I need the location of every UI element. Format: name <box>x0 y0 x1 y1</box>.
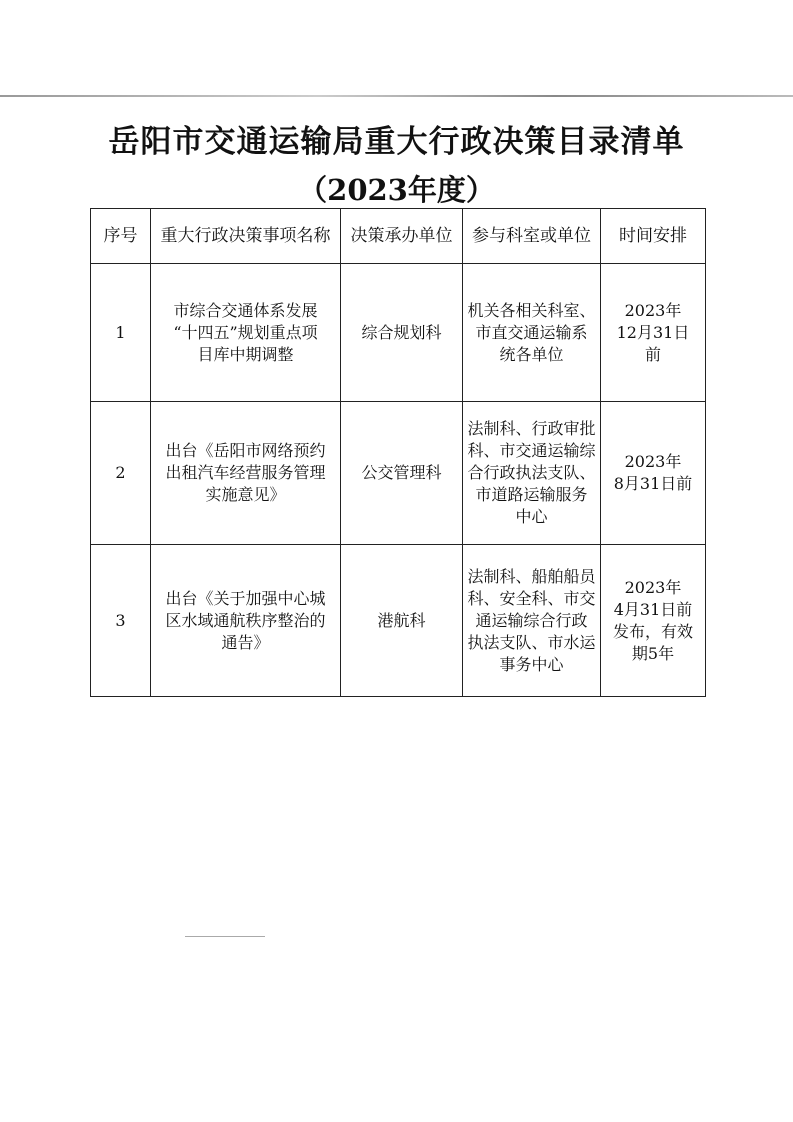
cell-line: 2023年 <box>624 300 682 320</box>
cell-line: 市道路运输服务 <box>475 485 588 504</box>
cell-line: 8月31日前 <box>613 474 693 493</box>
cell-line: 出台《关于加强中心城 <box>165 588 326 608</box>
cell-name <box>151 545 341 697</box>
cell-line: 事务中心 <box>499 654 564 674</box>
cell-line: 综合规划科 <box>361 322 442 342</box>
cell-schedule <box>601 402 706 545</box>
document-subtitle: （2023年度） <box>298 173 495 207</box>
cell-participants <box>463 402 601 545</box>
header-schedule: 时间安排 <box>601 209 706 264</box>
cell-line: 目库中期调整 <box>197 344 294 364</box>
cell-unit <box>341 402 463 545</box>
cell-line: 法制科、船舶船员 <box>467 566 596 586</box>
table-row <box>91 264 706 402</box>
cell-line: 中心 <box>515 507 548 526</box>
cell-line: 期5年 <box>631 643 675 663</box>
document-title: 岳阳市交通运输局重大行政决策目录清单 <box>108 124 685 160</box>
cell-line: 港航科 <box>377 610 426 630</box>
cell-line: 市综合交通体系发展 <box>173 300 318 320</box>
cell-line: 科、安全科、市交 <box>467 588 596 608</box>
header-no: 序号 <box>91 209 151 264</box>
cell-line: 12月31日 <box>616 322 690 342</box>
cell-participants <box>463 545 601 697</box>
cell-unit <box>341 264 463 402</box>
cell-line: 执法支队、市水运 <box>467 632 596 652</box>
cell-line: 区水域通航秩序整治的 <box>165 610 326 630</box>
cell-schedule <box>601 264 706 402</box>
cell-line: 机关各相关科室、 <box>467 300 596 320</box>
cell-line: 2023年 <box>624 452 682 471</box>
decision-table <box>90 208 706 697</box>
header-unit: 决策承办单位 <box>341 209 463 264</box>
table-row <box>91 545 706 697</box>
cell-line: 通运输综合行政 <box>475 610 588 630</box>
cell-no: 1 <box>91 264 151 402</box>
cell-line: 合行政执法支队、 <box>467 463 596 482</box>
cell-line: 出台《岳阳市网络预约 <box>165 441 326 460</box>
cell-line: 2023年 <box>624 577 682 597</box>
cell-line: 公交管理科 <box>361 463 442 482</box>
header-name: 重大行政决策事项名称 <box>151 209 341 264</box>
cell-line: 前 <box>644 344 661 364</box>
cell-line: 4月31日前 <box>613 599 693 619</box>
cell-name <box>151 402 341 545</box>
scan-mark <box>185 936 265 937</box>
header-participants: 参与科室或单位 <box>463 209 601 264</box>
cell-schedule <box>601 545 706 697</box>
cell-line: 市直交通运输系 <box>475 322 588 342</box>
cell-line: 通告》 <box>221 632 270 652</box>
cell-line: 出租汽车经营服务管理 <box>165 463 326 482</box>
cell-line: 科、市交通运输综 <box>467 441 596 460</box>
cell-unit <box>341 545 463 697</box>
cell-participants <box>463 264 601 402</box>
cell-line: 实施意见》 <box>205 485 286 504</box>
cell-no: 3 <box>91 545 151 697</box>
cell-name <box>151 264 341 402</box>
cell-line: “十四五”规划重点项 <box>173 322 318 342</box>
cell-line: 统各单位 <box>499 344 564 364</box>
table-row <box>91 402 706 545</box>
table-header-row <box>91 209 706 264</box>
cell-no: 2 <box>91 402 151 545</box>
cell-line: 发布，有效 <box>612 621 693 641</box>
scan-edge-line <box>0 95 793 97</box>
cell-line: 法制科、行政审批 <box>467 419 596 438</box>
